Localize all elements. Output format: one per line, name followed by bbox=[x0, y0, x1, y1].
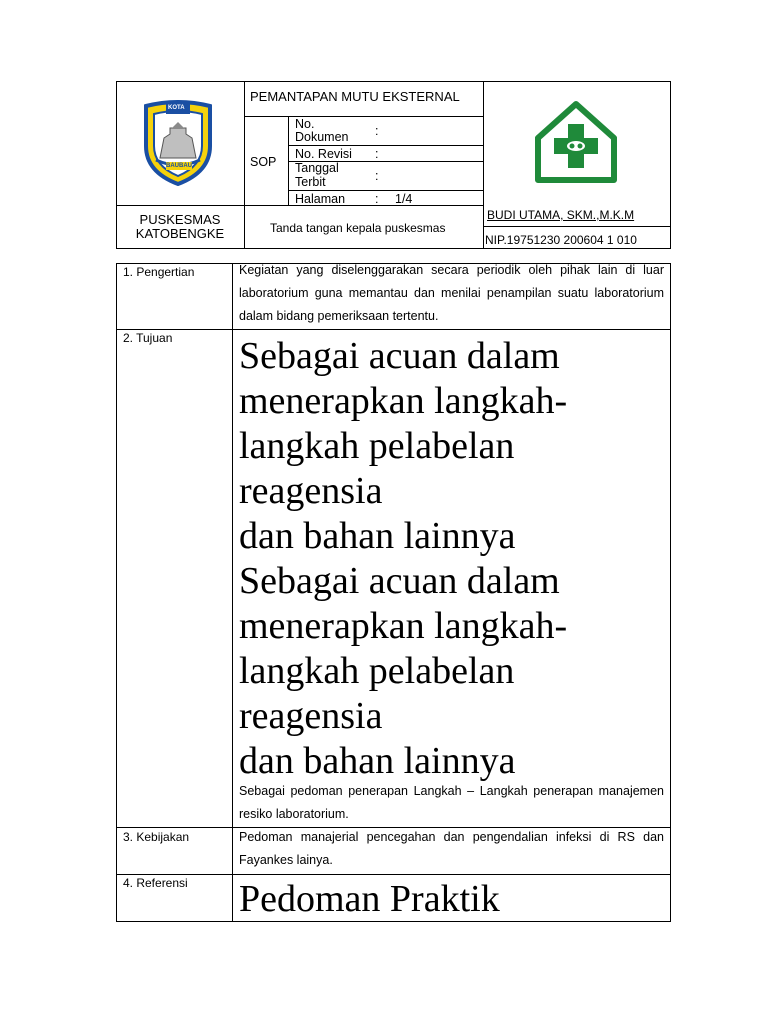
sop-label: SOP bbox=[250, 155, 277, 169]
tujuan-line: dan bahan lainnya bbox=[239, 515, 516, 557]
tujuan-line: langkah pelabelan bbox=[239, 650, 515, 692]
document-title: PEMANTAPAN MUTU EKSTERNAL bbox=[250, 89, 460, 104]
puskesmas-logo bbox=[534, 100, 618, 184]
field-no-revisi-label: No. Revisi bbox=[295, 147, 352, 161]
city-logo bbox=[140, 100, 216, 186]
tujuan-small-text: Sebagai pedoman penerapan Langkah – Langkah penerapan manajemen resiko laboratorium. bbox=[239, 784, 664, 821]
section-label-tujuan: 2. Tujuan bbox=[123, 331, 173, 345]
tujuan-line: dan bahan lainnya bbox=[239, 740, 516, 782]
tujuan-line: langkah pelabelan bbox=[239, 425, 515, 467]
field-tanggal-terbit-label: Tanggal Terbit bbox=[295, 161, 339, 189]
section-label-pengertian: 1. Pengertian bbox=[123, 265, 195, 279]
field-no-dokumen-label: No. Dokumen bbox=[295, 117, 349, 144]
field-halaman-colon: : bbox=[375, 192, 379, 206]
section-label-kebijakan: 3. Kebijakan bbox=[123, 830, 190, 844]
tujuan-line: Sebagai acuan dalam bbox=[239, 560, 560, 602]
org-name: PUSKESMAS KATOBENGKE bbox=[135, 212, 225, 241]
tujuan-line: menerapkan langkah- bbox=[239, 380, 568, 422]
logo-text-bottom: BAUBAU bbox=[166, 163, 192, 169]
official-name: BUDI UTAMA, SKM.,M.K.M bbox=[487, 208, 635, 222]
field-tanggal-terbit-colon: : bbox=[375, 169, 379, 183]
signature-label: Tanda tangan kepala puskesmas bbox=[270, 221, 446, 235]
field-no-revisi-colon: : bbox=[375, 147, 379, 161]
kebijakan-text: Pedoman manajerial pencegahan dan pengendalian infeksi di RS dan Fayankes lainya. bbox=[239, 830, 664, 867]
field-halaman-value: 1/4 bbox=[395, 192, 413, 206]
pengertian-text: Kegiatan yang diselenggarakan secara periodik oleh pihak lain di luar laboratorium guna memantau dan menilai penampilan suatu laboratorium dalam bidang pemeriksaan tertentu. bbox=[239, 263, 664, 323]
tujuan-line: reagensia bbox=[239, 695, 383, 737]
field-halaman-label: Halaman bbox=[295, 192, 346, 206]
tujuan-big-text bbox=[239, 334, 667, 784]
tujuan-line: menerapkan langkah- bbox=[239, 605, 568, 647]
section-label-referensi: 4. Referensi bbox=[123, 876, 188, 890]
logo-text-top: KOTA bbox=[168, 105, 185, 111]
tujuan-line: reagensia bbox=[239, 470, 383, 512]
field-no-dokumen-colon: : bbox=[375, 124, 379, 138]
tujuan-line: Sebagai acuan dalam bbox=[239, 335, 560, 377]
referensi-big-text: Pedoman Praktik bbox=[239, 878, 500, 920]
official-nip: NIP.19751230 200604 1 010 bbox=[485, 233, 637, 247]
